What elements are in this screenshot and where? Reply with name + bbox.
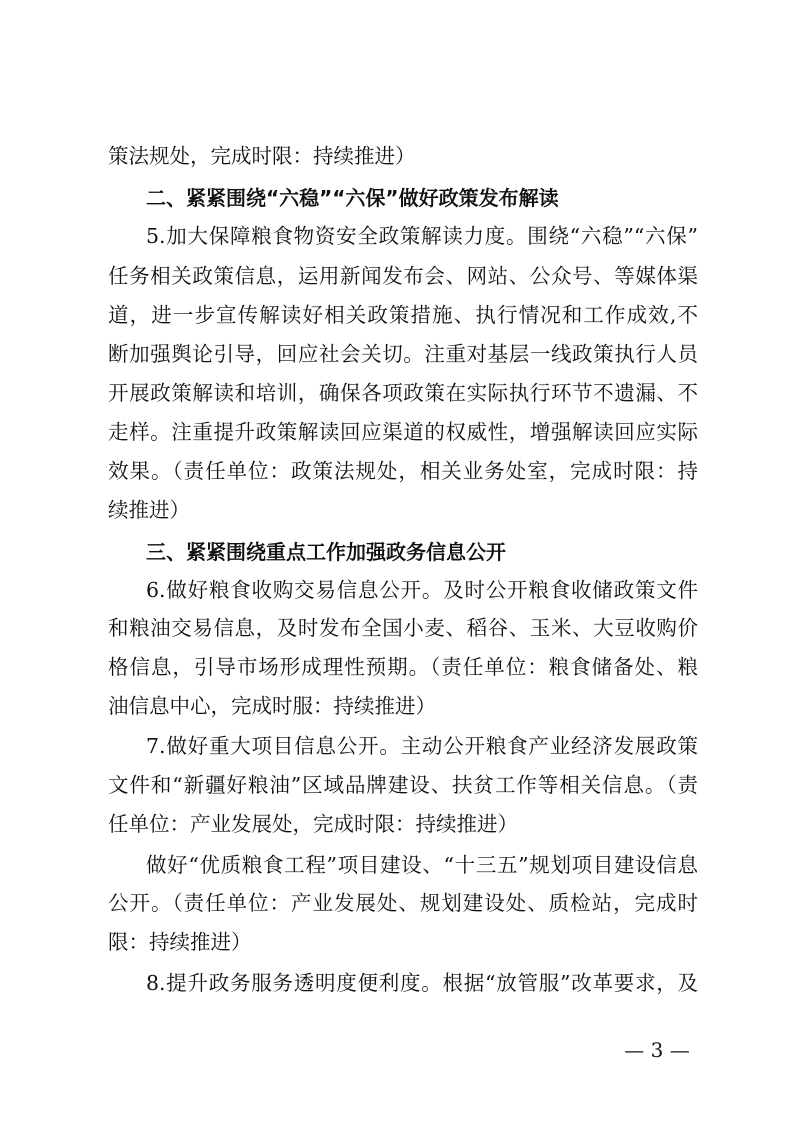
paragraph-line: 8.提升政务服务透明度便利度。根据“放管服”改革要求，及: [146, 971, 698, 995]
paragraph-line: 做好“优质粮食工程”项目建设、“十三五”规划项目建设信息: [146, 853, 698, 877]
paragraph-line: 断加强舆论引导，回应社会关切。注重对基层一线政策执行人员: [108, 342, 698, 366]
section-heading: 三、紧紧围绕重点工作加强政务信息公开: [146, 540, 506, 564]
paragraph-line: 走样。注重提升政策解读回应渠道的权威性，增强解读回应实际: [108, 420, 698, 444]
paragraph-line: 6.做好粮食收购交易信息公开。及时公开粮食收储政策文件: [146, 578, 698, 602]
paragraph-line: 文件和“新疆好粮油”区域品牌建设、扶贫工作等相关信息。（责: [108, 773, 698, 797]
paragraph-line: 道，进一步宣传解读好相关政策措施、执行情况和工作成效,不: [108, 303, 698, 327]
paragraph-line: 格信息，引导市场形成理性预期。（责任单位：粮食储备处、粮: [108, 655, 698, 679]
paragraph-line: 油信息中心，完成时服：持续推进）: [108, 694, 436, 718]
paragraph-line: 任单位：产业发展处，完成时限：持续推进）: [108, 812, 518, 836]
paragraph-line: 7.做好重大项目信息公开。主动公开粮食产业经济发展政策: [146, 734, 698, 758]
paragraph-line: 任务相关政策信息，运用新闻发布会、网站、公众号、等媒体渠: [108, 264, 698, 288]
paragraph-line: 限：持续推进）: [108, 930, 252, 954]
paragraph-line: 和粮油交易信息，及时发布全国小麦、稻谷、玉米、大豆收购价: [108, 616, 698, 640]
paragraph-line: 5.加大保障粮食物资安全政策解读力度。围绕“六稳”“六保”: [146, 224, 698, 248]
paragraph-line: 公开。（责任单位：产业发展处、规划建设处、质检站，完成时: [108, 891, 698, 915]
paragraph-line: 效果。（责任单位：政策法规处，相关业务处室，完成时限：持: [108, 459, 698, 483]
section-heading: 二、紧紧围绕“六稳”“六保”做好政策发布解读: [146, 186, 559, 210]
page-number: — 3 —: [624, 1038, 690, 1062]
paragraph-line: 策法规处，完成时限：持续推进）: [108, 144, 416, 168]
paragraph-line: 续推进）: [108, 498, 190, 522]
paragraph-line: 开展政策解读和培训，确保各项政策在实际执行环节不遗漏、不: [108, 381, 698, 405]
